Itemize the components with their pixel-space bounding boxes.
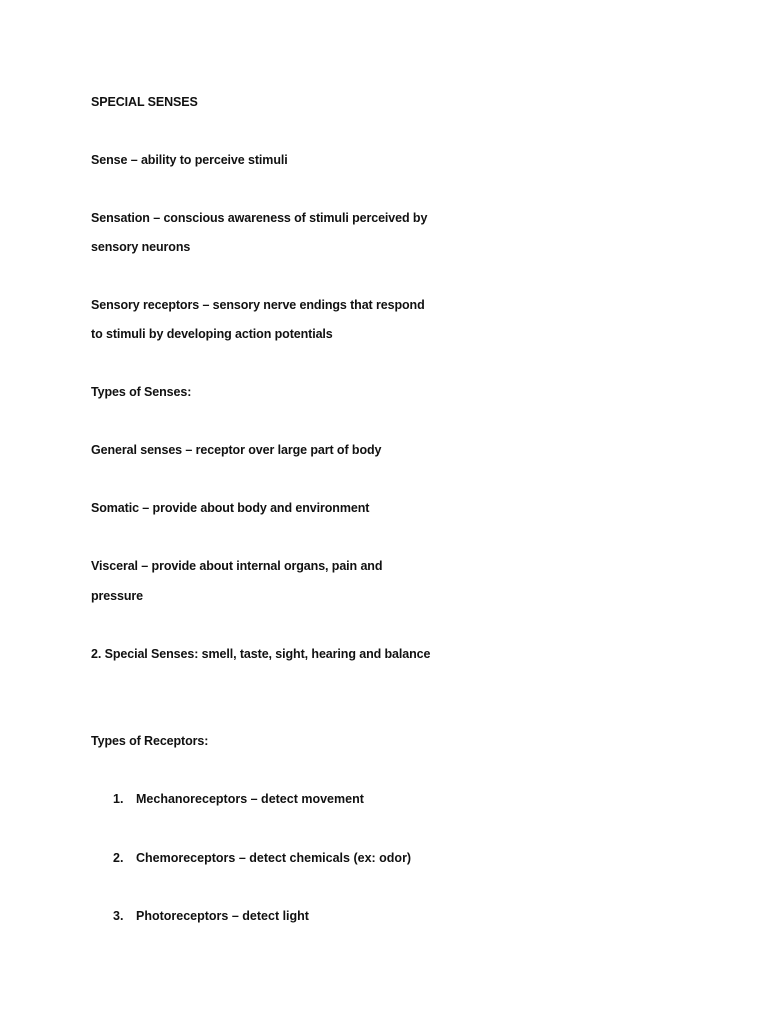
photoreceptors-text: – detect light bbox=[228, 909, 309, 923]
definition-sense bbox=[91, 152, 288, 168]
mechanoreceptors-text: – detect movement bbox=[247, 792, 364, 806]
definition-sensation-text-1: – conscious awareness of stimuli perceived by bbox=[149, 211, 428, 225]
definition-sensory-receptors bbox=[91, 297, 425, 313]
definition-sensation-text-2: sensory neurons bbox=[91, 240, 191, 254]
list-item bbox=[136, 791, 364, 807]
list-item-number: 2. bbox=[113, 851, 124, 865]
definition-sensory-receptors-text-2: to stimuli by developing action potentials bbox=[91, 327, 333, 341]
page-title: SPECIAL SENSES bbox=[91, 95, 198, 109]
visceral bbox=[91, 558, 382, 574]
somatic-text: – provide about body and environment bbox=[138, 501, 370, 515]
chemoreceptors-text: – detect chemicals (ex: odor) bbox=[235, 851, 412, 865]
definition-sensory-receptors-text-1: – sensory nerve endings that respond bbox=[199, 298, 425, 312]
term-photoreceptors: Photoreceptors bbox=[136, 909, 229, 923]
definition-sensation bbox=[91, 210, 427, 226]
term-sensation: Sensation bbox=[91, 211, 150, 225]
general-senses bbox=[91, 442, 381, 458]
types-of-senses-heading: Types of Senses: bbox=[91, 385, 192, 399]
term-sensory-receptors: Sensory receptors bbox=[91, 298, 200, 312]
list-item bbox=[136, 908, 309, 924]
list-item-number: 3. bbox=[113, 909, 124, 923]
term-visceral: Visceral bbox=[91, 559, 138, 573]
general-senses-text: – receptor over large part of body bbox=[182, 443, 382, 457]
visceral-text-1: – provide about internal organs, pain and bbox=[137, 559, 383, 573]
term-mechanoreceptors: Mechanoreceptors bbox=[136, 792, 248, 806]
term-somatic: Somatic bbox=[91, 501, 139, 515]
term-chemoreceptors: Chemoreceptors bbox=[136, 851, 236, 865]
list-item bbox=[136, 850, 411, 866]
definition-sense-text: – ability to perceive stimuli bbox=[127, 153, 288, 167]
visceral-text-2: pressure bbox=[91, 589, 144, 603]
list-item-number: 1. bbox=[113, 792, 124, 806]
somatic bbox=[91, 500, 369, 516]
special-senses: 2. Special Senses: smell, taste, sight, hearing and balance bbox=[91, 647, 431, 661]
term-general-senses: General senses bbox=[91, 443, 183, 457]
types-of-receptors-heading: Types of Receptors: bbox=[91, 734, 209, 748]
term-sense: Sense bbox=[91, 153, 128, 167]
